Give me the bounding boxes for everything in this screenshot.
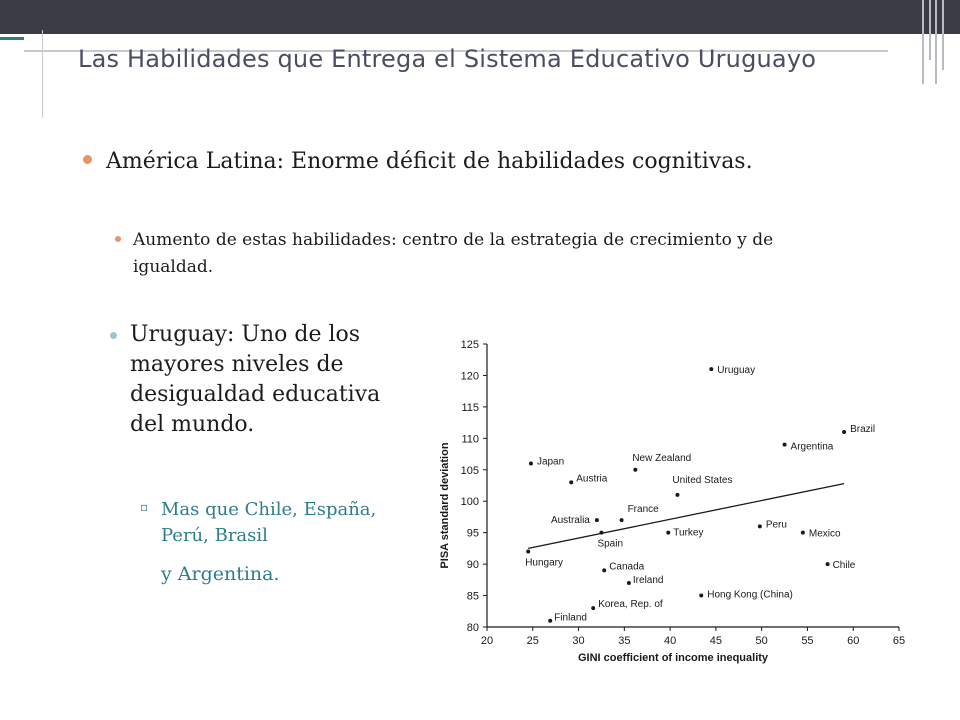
point-label-new-zealand: New Zealand [632,452,692,464]
point-label-brazil: Brazil [850,424,876,436]
point-brazil [842,430,846,434]
point-turkey [666,531,670,535]
x-tick-label: 40 [663,635,677,647]
point-label-ireland: Ireland [632,574,664,586]
point-finland [548,619,552,623]
point-label-turkey: Turkey [673,527,704,539]
y-tick-label: 120 [460,370,479,383]
y-tick-label: 85 [466,590,479,603]
bullet-dot [115,236,121,242]
x-tick-label: 50 [755,635,768,647]
y-tick-label: 105 [460,464,479,477]
point-uruguay [709,367,713,371]
point-spain [599,531,603,535]
bullet-comparison-countries [140,497,410,585]
point-peru [758,524,762,528]
bullet-uruguay-inequality [110,320,410,440]
bullet-text-continued: y Argentina. [161,563,280,585]
point-label-finland: Finland [554,612,587,624]
x-tick-label: 60 [847,635,860,647]
y-axis-label: PISA standard deviation [439,442,451,569]
y-tick-label: 115 [461,401,479,414]
point-japan [529,461,533,465]
point-mexico [801,531,805,535]
x-tick-label: 55 [801,635,814,647]
point-label-france: France [627,504,659,516]
bullet-square-icon: ▫ [140,500,149,514]
y-tick-label: 100 [460,496,479,509]
point-argentina [783,443,787,447]
point-chile [826,562,830,566]
top-bar [0,0,960,34]
title-left-rule [42,30,43,118]
title-accent-line [0,37,24,40]
point-label-hong-kong-china: Hong Kong (China) [707,589,793,601]
x-tick-label: 20 [480,635,494,647]
point-label-australia: Australia [550,515,590,527]
bullet-text: Uruguay: Uno de los mayores niveles de desigualdad educativa del mundo. [130,322,381,437]
point-austria [569,480,573,484]
point-label-united-states: United States [672,474,733,486]
point-label-mexico: Mexico [808,528,841,540]
point-hungary [526,550,530,554]
slide-title: Las Habilidades que Entrega el Sistema Educativo Uruguayo [78,45,817,73]
bullet-dot [110,332,117,339]
point-label-hungary: Hungary [525,557,564,569]
bullet-text: América Latina: Enorme déficit de habilidades cognitivas. [106,149,753,174]
point-label-austria: Austria [576,473,608,485]
point-label-japan: Japan [536,456,565,468]
bullet-dot [83,155,92,164]
x-tick-label: 25 [526,635,539,647]
point-france [620,518,624,522]
y-tick-label: 125 [460,339,479,351]
bullet-text: Mas que Chile, España, Perú, Brasil [161,499,377,546]
bullet-skills-strategy [115,227,815,281]
point-new-zealand [633,468,637,472]
y-tick-label: 80 [466,622,479,634]
point-label-chile: Chile [832,560,856,572]
point-label-korea-rep-of: Korea, Rep. of [598,599,663,611]
point-label-uruguay: Uruguay [717,365,756,377]
x-tick-label: 35 [618,635,631,647]
point-label-peru: Peru [765,519,787,531]
point-korea-rep-of [591,606,595,610]
point-label-argentina: Argentina [790,441,834,453]
corner-decoration [922,0,952,84]
x-axis-label: GINI coefficient of income inequality [577,652,769,664]
point-australia [595,518,599,522]
y-tick-label: 90 [466,559,479,572]
y-tick-label: 110 [461,433,479,446]
x-tick-label: 45 [709,635,723,647]
bullet-text: Aumento de estas habilidades: centro de la estrategia de crecimiento y de igualdad. [133,230,774,277]
point-ireland [627,581,631,585]
point-hong-kong-china [699,594,703,598]
x-tick-label: 65 [892,635,906,647]
point-label-canada: Canada [609,561,645,573]
point-united-states [675,493,679,497]
y-tick-label: 95 [466,527,479,540]
point-label-spain: Spain [597,538,624,550]
bullet-latin-america [80,145,800,178]
point-canada [602,568,606,572]
x-tick-label: 30 [572,635,585,647]
scatter-chart [430,332,930,672]
